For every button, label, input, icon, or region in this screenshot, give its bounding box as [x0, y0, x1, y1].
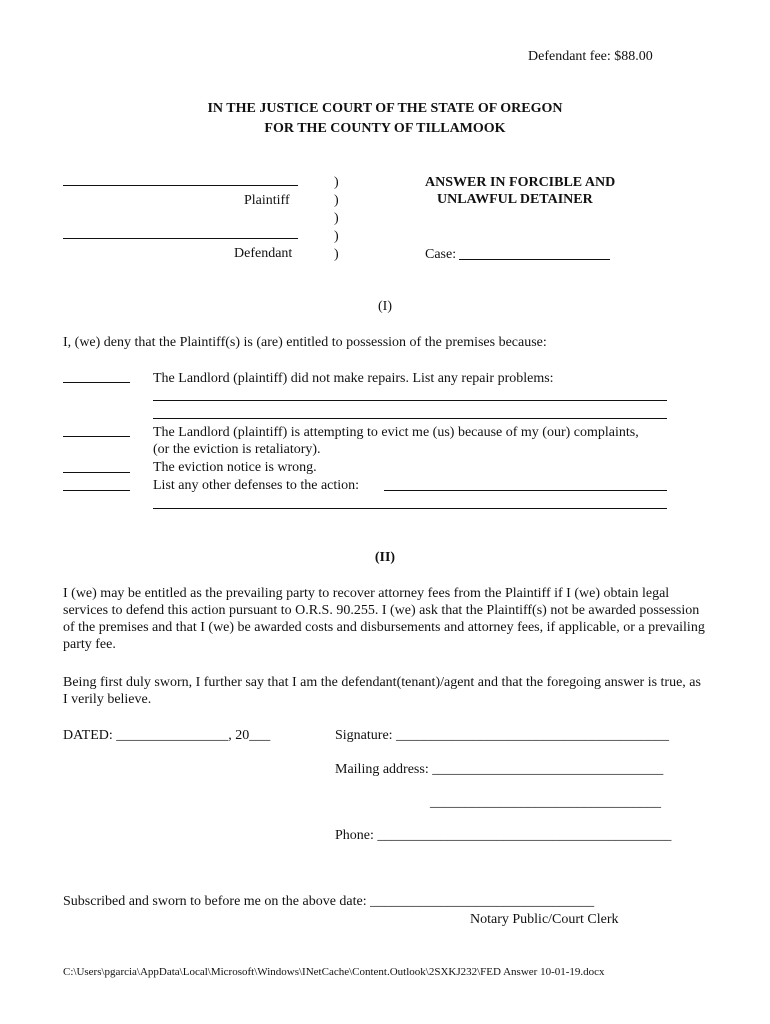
attorney-fees-paragraph: I (we) may be entitled as the prevailing party to recover attorney fees from the Plaintiff if I (we) obtain legal services to defend this action pursuant to O.R.S. 90.255. I (we) ask that the Plaintiff(s) not be awarded possession of the premises and that I (we) be awarded costs and disbursements and attorney fees, if applicable, or a prevailing party fee.	[63, 586, 705, 652]
plaintiff-name-line[interactable]	[63, 185, 298, 186]
caption-paren: )	[334, 229, 339, 244]
retaliation-defense-cont: (or the eviction is retaliatory).	[153, 442, 321, 457]
caption-paren: )	[334, 211, 339, 226]
case-number-line[interactable]	[459, 259, 610, 260]
notary-label: Notary Public/Court Clerk	[470, 912, 619, 927]
document-title-line2: UNLAWFUL DETAINER	[437, 192, 593, 207]
repairs-detail-line[interactable]	[153, 418, 667, 419]
retaliation-defense: The Landlord (plaintiff) is attempting to evict me (us) because of my (our) complaints,	[153, 425, 639, 440]
mailing-address-line2[interactable]: _________________________________	[430, 795, 661, 810]
subscribed-sworn-field[interactable]: Subscribed and sworn to before me on the above date: ________________________________	[63, 894, 595, 909]
section-1-intro: I, (we) deny that the Plaintiff(s) is (are) entitled to possession of the premises because:	[63, 335, 547, 350]
retaliation-check-line[interactable]	[63, 436, 130, 437]
signature-field[interactable]: Signature: _______________________________________	[335, 728, 670, 743]
court-title-line2: FOR THE COUNTY OF TILLAMOOK	[264, 121, 506, 136]
document-title-line1: ANSWER IN FORCIBLE AND	[425, 175, 616, 190]
notice-check-line[interactable]	[63, 472, 130, 473]
plaintiff-label: Plaintiff	[244, 193, 290, 208]
repairs-check-line[interactable]	[63, 382, 130, 383]
defendant-label: Defendant	[234, 246, 293, 261]
other-defense: List any other defenses to the action:	[153, 478, 360, 493]
sworn-statement: Being first duly sworn, I further say that I am the defendant(tenant)/agent and that the foregoing answer is true, as I verily believe.	[63, 675, 701, 707]
defendant-fee: Defendant fee: $88.00	[528, 49, 653, 64]
court-title-line1: IN THE JUSTICE COURT OF THE STATE OF OREGON	[207, 101, 563, 116]
repairs-defense: The Landlord (plaintiff) did not make repairs. List any repair problems:	[153, 371, 554, 386]
notice-defense: The eviction notice is wrong.	[153, 460, 317, 475]
section-1-heading: (I)	[378, 299, 392, 314]
file-path-footer: C:\Users\pgarcia\AppData\Local\Microsoft\Windows\INetCache\Content.Outlook\2SXKJ232\FED Answer 10-01-19.docx	[63, 966, 605, 978]
other-defense-line[interactable]	[153, 508, 667, 509]
mailing-address-field[interactable]: Mailing address: _________________________________	[335, 762, 664, 777]
defendant-name-line[interactable]	[63, 238, 298, 239]
other-defense-line[interactable]	[384, 490, 667, 491]
phone-field[interactable]: Phone: __________________________________________	[335, 828, 672, 843]
other-check-line[interactable]	[63, 490, 130, 491]
caption-paren: )	[334, 193, 339, 208]
dated-field[interactable]: DATED: ________________, 20___	[63, 728, 271, 743]
caption-paren: )	[334, 247, 339, 262]
section-2-heading: (II)	[374, 550, 396, 565]
repairs-detail-line[interactable]	[153, 400, 667, 401]
caption-paren: )	[334, 175, 339, 190]
case-label: Case:	[425, 247, 457, 262]
